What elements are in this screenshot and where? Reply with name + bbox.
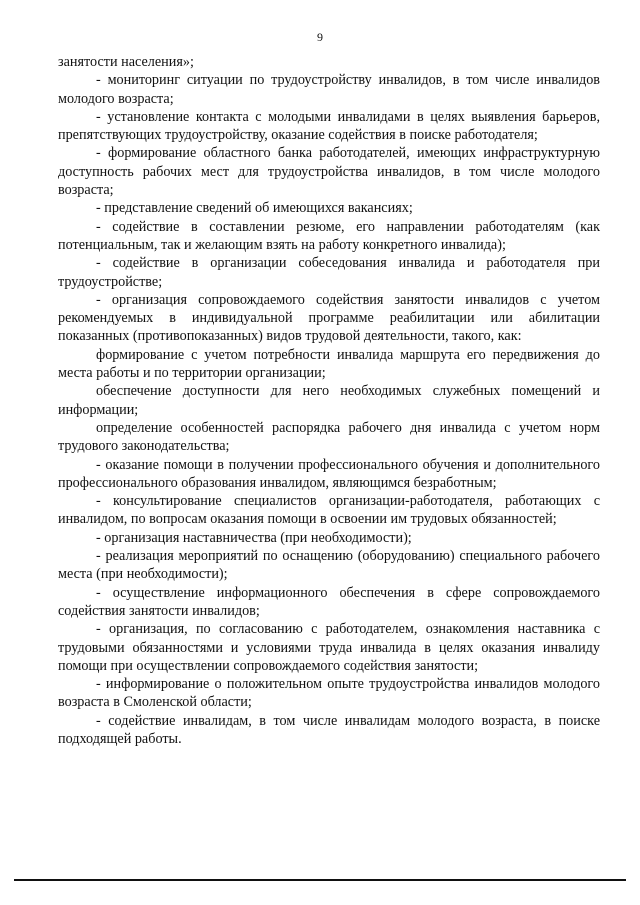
paragraph: - реализация мероприятий по оснащению (оборудованию) специального рабочего места (при необходимости); [58,548,600,583]
paragraph: - содействие в организации собеседования инвалида и работодателя при трудоустройстве; [58,255,600,290]
paragraph: формирование с учетом потребности инвалида маршрута его передвижения до места работы и по территории организации; [58,346,600,382]
paragraph: определение особенностей распорядка рабочего дня инвалида с учетом норм трудового законодательства; [58,419,600,455]
paragraph: - организация сопровождаемого содействия занятости инвалидов с учетом рекомендуемых в индивидуальной программе реабилитации или абилитации показанных (противопоказанных) видов трудовой деятельности, такого, как: [58,291,600,345]
paragraph: - формирование областного банка работодателей, имеющих инфраструктурную доступность рабочих мест для трудоустройства инвалидов, в том числе молодого возраста; [58,145,600,199]
paragraph: - установление контакта с молодыми инвалидами в целях выявления барьеров, препятствующих трудоустройству, оказание содействия в поиске работодателя; [58,108,600,144]
paragraph: - консультирование специалистов организации-работодателя, работающих с инвалидом, по вопросам оказания помощи в освоении им трудовых обязанностей; [58,493,600,528]
paragraph: - организация, по согласованию с работодателем, ознакомления наставника с трудовыми обязанностями и условиями труда инвалида в целях оказания инвалиду помощи при осуществлении сопровождаемого содействия занятости; [58,621,600,674]
paragraph: - оказание помощи в получении профессионального обучения и дополнительного профессионального образования инвалидом, являющимся безработным; [58,456,600,491]
paragraph: - информирование о положительном опыте трудоустройства инвалидов молодого возраста в Смоленской области; [58,676,600,711]
paragraph: занятости населения»; [58,54,194,70]
page-number: 9 [317,30,323,44]
paragraph: - содействие в составлении резюме, его направлении работодателям (как потенциальным, так и желающим взять на работу конкретного инвалида); [58,218,600,253]
bottom-rule [14,879,626,881]
paragraph: - содействие инвалидам, в том числе инвалидам молодого возраста, в поиске подходящей работы. [58,712,600,747]
paragraph: обеспечение доступности для него необходимых служебных помещений и информации; [58,383,600,418]
paragraph: - организация наставничества (при необходимости); [96,529,412,546]
document-body [58,53,600,748]
paragraph: - представление сведений об имеющихся вакансиях; [96,200,413,217]
paragraph: - мониторинг ситуации по трудоустройству инвалидов, в том числе инвалидов молодого возраста; [58,72,600,107]
paragraph: - осуществление информационного обеспечения в сфере сопровождаемого содействия занятости инвалидов; [58,584,600,619]
